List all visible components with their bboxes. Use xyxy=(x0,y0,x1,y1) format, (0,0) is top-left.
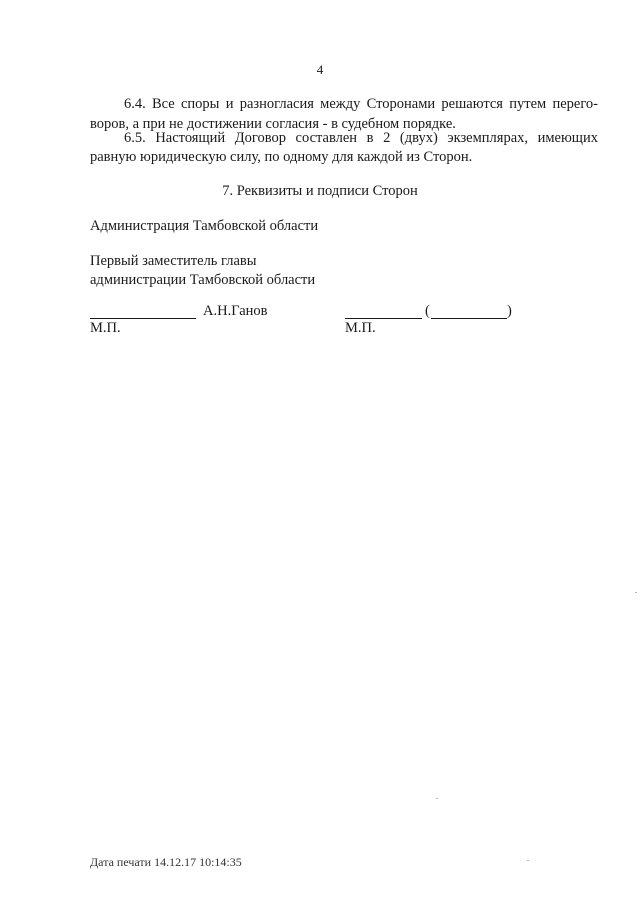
scan-artifact xyxy=(635,592,637,593)
section-heading: 7. Реквизиты и подписи Сторон xyxy=(222,183,418,199)
print-date: Дата печати 14.12.17 10:14:35 xyxy=(90,855,242,869)
right-signatory-open-paren: ( xyxy=(425,303,430,319)
clause-6-5-line-2: равную юридическую силу, по одному для каждой из Сторон. xyxy=(90,149,473,165)
signatory-position-line-1: Первый заместитель главы xyxy=(90,253,257,269)
clause-6-5-line-1: 6.5. Настоящий Договор составлен в 2 (двух) экземплярах, имеющих xyxy=(124,130,598,146)
scan-artifact xyxy=(436,798,438,799)
left-signature-line xyxy=(90,318,196,319)
signatory-position-line-2: администрации Тамбовской области xyxy=(90,272,316,288)
seal-label-left: М.П. xyxy=(90,320,121,336)
right-name-line xyxy=(431,318,507,319)
page-number: 4 xyxy=(316,62,324,77)
scan-artifact xyxy=(527,860,529,861)
left-signatory-name: А.Н.Ганов xyxy=(203,303,268,319)
right-signatory-close-paren: ) xyxy=(507,303,512,319)
party-name: Администрация Тамбовской области xyxy=(90,218,319,234)
right-signature-line xyxy=(345,318,422,319)
clause-6-4-line-1: 6.4. Все споры и разногласия между Сторонами решаются путем перего- xyxy=(124,96,598,112)
seal-label-right: М.П. xyxy=(345,320,376,336)
clause-6-4-line-2: воров, а при не достижении согласия - в судебном порядке. xyxy=(90,116,456,132)
